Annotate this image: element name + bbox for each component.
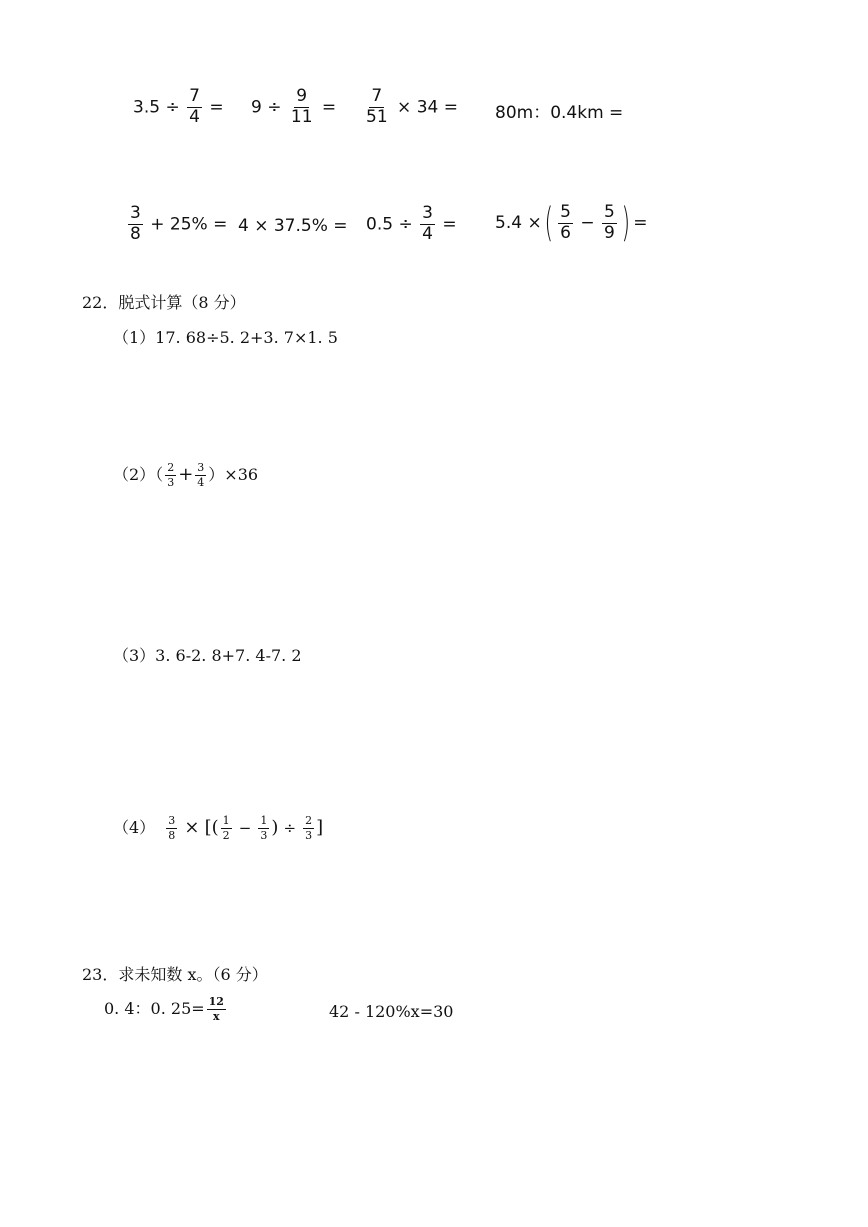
expr-5-4-times-paren xyxy=(495,200,648,246)
fraction xyxy=(558,201,573,243)
expr-3-5-div-7-4 xyxy=(133,88,224,127)
expr-text: 4 × 37.5% = xyxy=(238,216,348,236)
left-paren: ( xyxy=(544,200,554,246)
numerator: 3 xyxy=(197,461,205,475)
denominator: 4 xyxy=(189,106,200,127)
question-23-equation-1 xyxy=(104,996,228,1023)
fraction xyxy=(128,205,143,244)
fraction xyxy=(166,815,177,841)
question-22-part-4 xyxy=(113,815,323,842)
equation-lead: 0. 4：0. 25= xyxy=(104,999,205,1018)
expr-0-5-div-3-4 xyxy=(366,205,457,244)
denominator: 4 xyxy=(422,223,433,244)
equals-sign: = xyxy=(442,214,457,235)
question-22-part-2 xyxy=(113,462,258,489)
denominator: 4 xyxy=(197,476,205,489)
denominator: 2 xyxy=(222,829,230,842)
fraction xyxy=(165,462,176,488)
numerator: 2 xyxy=(305,814,313,828)
denominator: 3 xyxy=(305,829,313,842)
denominator: 8 xyxy=(168,829,176,842)
open-bracket: [( xyxy=(204,817,219,838)
numerator: 3 xyxy=(422,203,433,223)
denominator: 3 xyxy=(167,476,175,489)
denominator: 8 xyxy=(130,223,141,244)
fraction xyxy=(602,201,617,243)
question-23-equation-2: 42 - 120%x=30 xyxy=(329,1002,454,1021)
expr-lead: 9 ÷ xyxy=(251,97,282,118)
question-23-title: 23．求未知数 x。（6 分） xyxy=(82,965,268,984)
numerator: 1 xyxy=(260,814,268,828)
question-22-title: 22．脱式计算（8 分） xyxy=(82,293,246,312)
plus-sign: + xyxy=(178,464,194,485)
part-lead: （2）（ xyxy=(113,465,164,484)
fraction xyxy=(187,88,202,127)
expr-9-div-9-11 xyxy=(251,88,336,127)
numerator: 12 xyxy=(208,995,224,1009)
part-tail: ）×36 xyxy=(208,465,259,484)
fraction xyxy=(289,88,315,127)
fraction xyxy=(364,88,390,127)
equals-sign: = xyxy=(633,213,648,233)
numerator: 3 xyxy=(130,203,141,223)
fraction xyxy=(303,815,314,841)
numerator: 7 xyxy=(371,86,383,106)
numerator: 7 xyxy=(189,86,200,106)
expr-lead: 0.5 ÷ xyxy=(366,214,413,235)
times-sign: × xyxy=(184,817,200,838)
expr-tail: + 25% = xyxy=(150,214,228,235)
expr-4-times-37-5pct xyxy=(238,216,348,236)
minus-sign: − xyxy=(238,819,252,837)
denominator: 3 xyxy=(260,829,268,842)
denominator: 6 xyxy=(560,222,571,243)
denominator: 51 xyxy=(366,106,388,127)
fraction xyxy=(221,815,232,841)
part-lead: （4） xyxy=(113,818,156,837)
minus-sign: − xyxy=(580,213,595,233)
denominator: 11 xyxy=(290,106,313,127)
numerator: 5 xyxy=(560,201,571,222)
numerator: 3 xyxy=(168,814,176,828)
question-22-part-1: （1）17. 68÷5. 2+3. 7×1. 5 xyxy=(113,328,338,347)
equals-sign: = xyxy=(209,97,224,118)
fraction xyxy=(207,996,226,1022)
numerator: 9 xyxy=(296,86,308,106)
expr-lead: 5.4 × xyxy=(495,213,542,233)
numerator: 2 xyxy=(167,461,175,475)
expr-tail: × 34 = xyxy=(397,97,458,118)
numerator: 5 xyxy=(604,201,615,222)
expr-3-8-plus-25pct xyxy=(126,205,227,244)
expr-lead: 3.5 ÷ xyxy=(133,97,180,118)
equals-sign: = xyxy=(321,97,337,118)
expr-text: 80m：0.4km = xyxy=(495,103,624,123)
fraction xyxy=(195,462,206,488)
question-22-part-3: （3）3. 6-2. 8+7. 4-7. 2 xyxy=(113,646,302,665)
numerator: 1 xyxy=(222,814,230,828)
fraction xyxy=(420,205,435,244)
close-bracket: ] xyxy=(316,817,324,838)
denominator: 9 xyxy=(604,222,615,243)
close-paren: ) xyxy=(271,817,279,838)
expr-7-51-times-34 xyxy=(362,88,458,127)
fraction xyxy=(258,815,269,841)
denominator: x xyxy=(213,1010,220,1023)
right-paren: ) xyxy=(621,200,631,246)
expr-80m-ratio-0-4km xyxy=(495,98,623,123)
divide-sign: ÷ xyxy=(283,819,297,837)
